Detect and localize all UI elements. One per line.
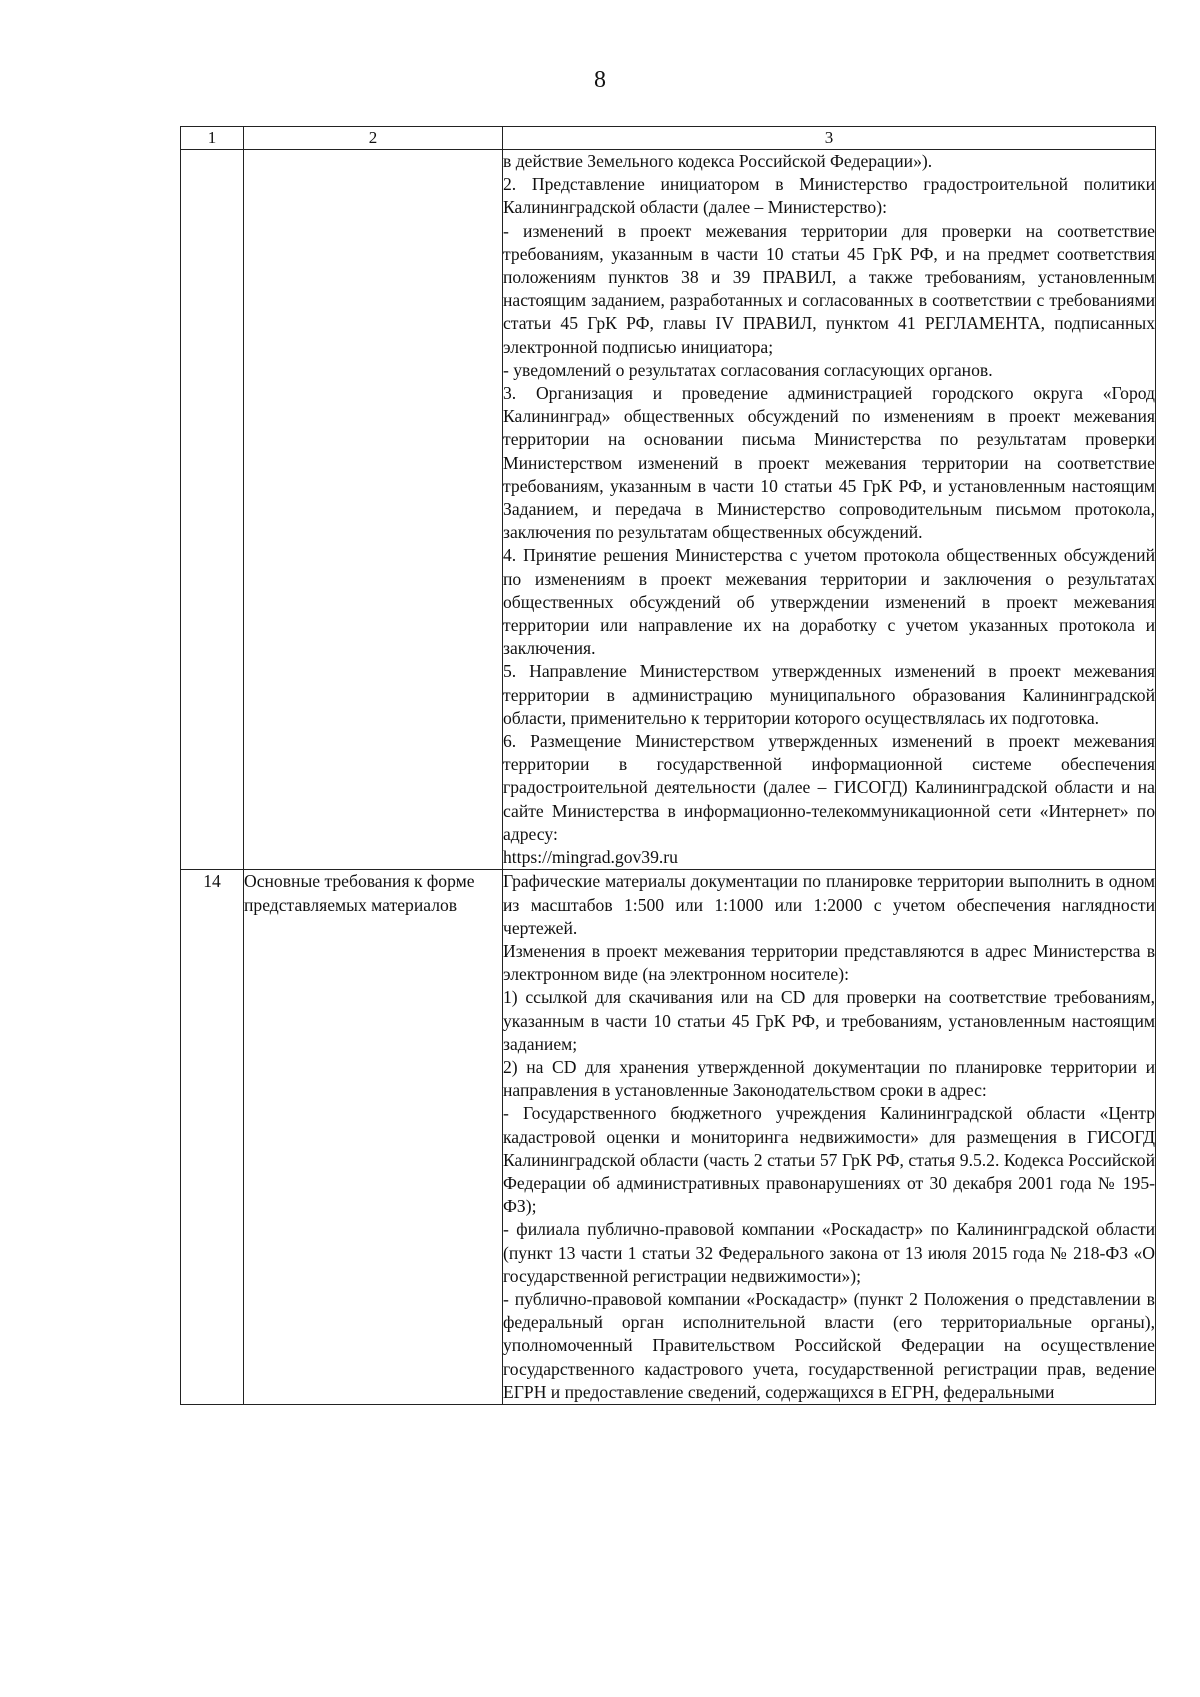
paragraph: - публично-правовой компании «Роскадастр» (пункт 2 Положения о представлении в федеральный орган исполнительной власти (его территориальные органы), уполномоченный Правительством Российской Федерации на осуществление государственного кадастрового учета, государственной регистрации прав, ведение ЕГРН и предоставление сведений, содержащихся в ЕГРН, федеральными [503,1288,1155,1402]
table-row-continued [181,150,1156,870]
row-content [503,150,1156,870]
paragraph: - уведомлений о результатах согласования согласующих органов. [503,359,993,380]
url-text: https://mingrad.gov39.ru [503,847,678,868]
paragraph: Изменения в проект межевания территории представляются в адрес Министерства в электронном виде (на электронном носителе): [503,940,1155,985]
row-name: Основные требования к форме представляемых материалов [244,870,503,1405]
paragraph: Графические материалы документации по планировке территории выполнить в одном из масштабов 1:500 или 1:1000 или 1:2000 с учетом обеспечения наглядности чертежей. [503,871,1155,938]
column-header-1: 1 [181,127,244,150]
page-number: 8 [594,67,606,93]
row-number: 14 [181,870,244,1405]
table-row-14 [181,870,1156,1405]
column-header-3: 3 [503,127,1156,150]
paragraph: - филиала публично-правовой компании «Роскадастр» по Калининградской области (пункт 13 части 1 статьи 32 Федерального закона от 13 июля 2015 года № 218-ФЗ «О государственной регистрации недвижимости»); [503,1219,1155,1286]
paragraph: - изменений в проект межевания территории для проверки на соответствие требованиям, указанным в части 10 статьи 45 ГрК РФ, и на предмет соответствия положениям пунктов 38 и 39 ПРАВИЛ, а также требованиям, установленным настоящим заданием, разработанных и согласованных в соответствии с требованиями статьи 45 ГрК РФ, главы IV ПРАВИЛ, пунктом 41 РЕГЛАМЕНТА, подписанных электронной подписью инициатора; [503,220,1155,357]
paragraph: - Государственного бюджетного учреждения Калининградской области «Центр кадастровой оценки и мониторинга недвижимости» для размещения в ГИСОГД Калининградской области (часть 2 статьи 57 ГрК РФ, статья 9.5.2. Кодекса Российской Федерации об административных правонарушениях от 30 декабря 2001 года № 195-ФЗ); [503,1103,1155,1217]
row-number [181,150,244,870]
column-header-2: 2 [244,127,503,150]
paragraph: 6. Размещение Министерством утвержденных изменений в проект межевания территории в государственной информационной системе обеспечения градостроительной деятельности (далее – ГИСОГД) Калининградской области и на сайте Министерства в информационно-телекоммуникационной сети «Интернет» по адресу: [503,731,1155,844]
paragraph: 4. Принятие решения Министерства с учетом протокола общественных обсуждений по изменениям в проект межевания территории и заключения о результатах общественных обсуждений об утверждении изменений в проект межевания территории или направление их на доработку с учетом указанных протокола и заключения. [503,545,1155,659]
paragraph: 5. Направление Министерством утвержденных изменений в проект межевания территории в администрацию муниципального образования Калининградской области, применительно к территории которого осуществлялась их подготовка. [503,661,1155,728]
paragraph: 2) на CD для хранения утвержденной документации по планировке территории и направления в установленные Законодательством сроки в адрес: [503,1056,1155,1101]
table-header-row [181,127,1156,150]
requirements-table [180,126,1156,1405]
paragraph: 3. Организация и проведение администрацией городского округа «Город Калининград» общественных обсуждений по изменениям в проект межевания территории на основании письма Министерства по результатам проверки Министерством изменений в проект межевания территории на соответствие требованиям, указанным в части 10 статьи 45 ГрК РФ, и установленным настоящим Заданием, и передача в Министерство сопроводительным письмом протокола, заключения по результатам общественных обсуждений. [503,383,1155,543]
paragraph: 1) ссылкой для скачивания или на CD для проверки на соответствие требованиям, указанным в части 10 статьи 45 ГрК РФ, и требованиям, установленным настоящим заданием; [503,987,1155,1054]
row-name [244,150,503,870]
paragraph: 2. Представление инициатором в Министерство градостроительной политики Калининградской области (далее – Министерство): [503,174,1155,218]
row-content [503,870,1156,1405]
paragraph: в действие Земельного кодекса Российской Федерации»). [503,151,933,171]
